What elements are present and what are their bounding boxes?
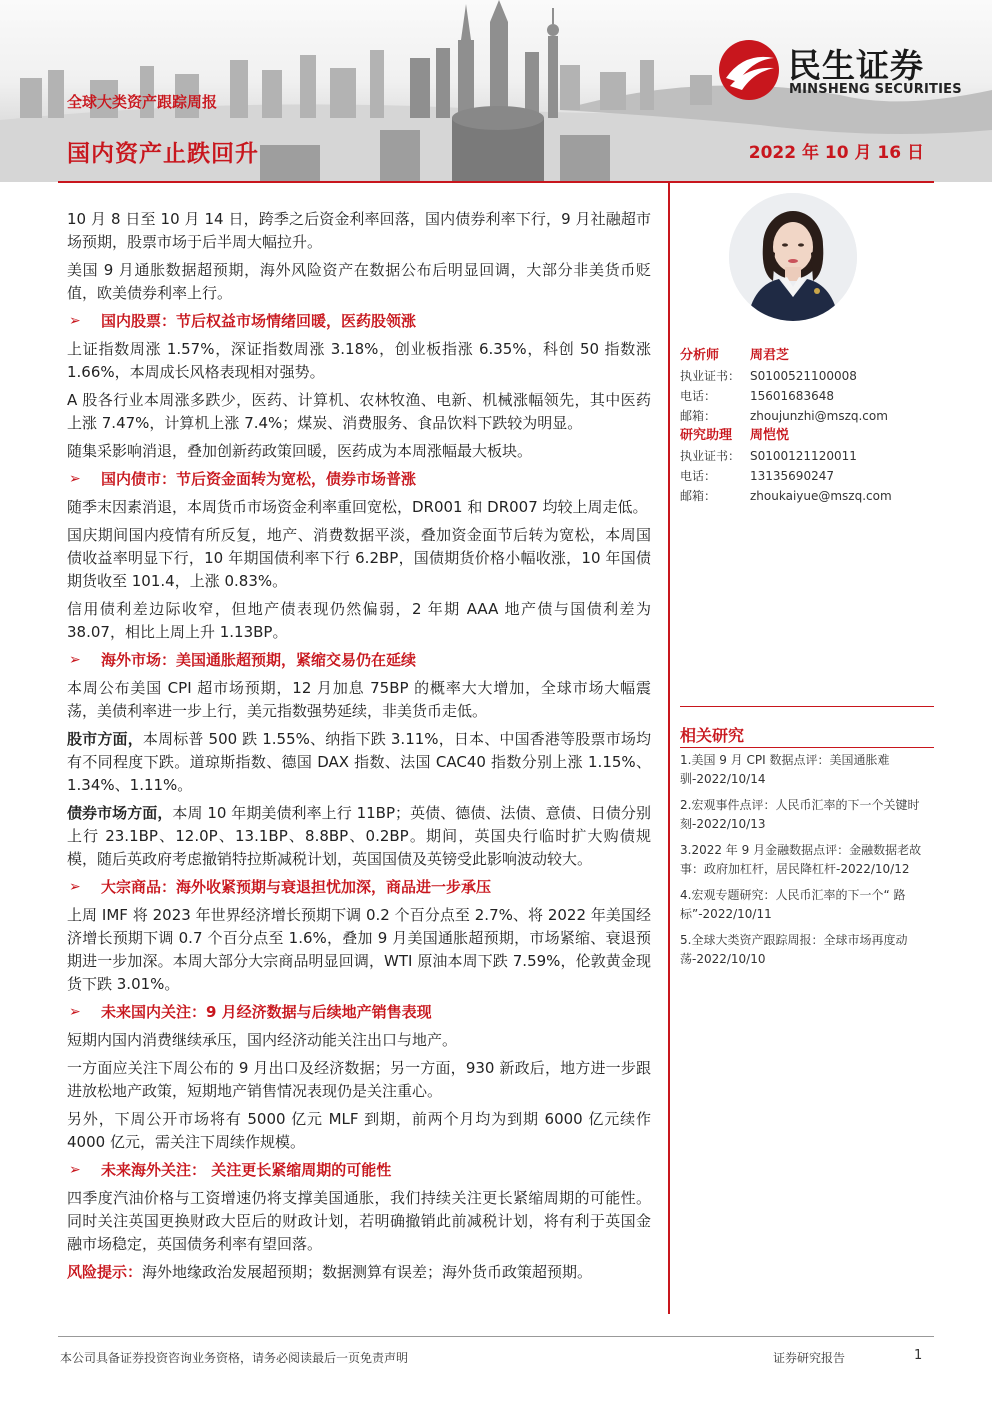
body-paragraph: 信用债利差边际收窄，但地产债表现仍然偏弱，2 年期 AAA 地产债与国债利差为 38.07，相比上周上升 1.13BP。: [67, 600, 651, 641]
arrow-bullet-icon: ➢: [69, 879, 81, 895]
related-research-divider: [680, 747, 934, 748]
body-paragraph: A 股各行业本周涨多跌少，医药、计算机、农林牧渔、电新、机械涨幅领先，其中医药上涨 7.47%，计算机上涨 7.4%；煤炭、消费服务、食品饮料下跌较为明显。: [67, 391, 651, 432]
bold-lead: 债券市场方面，: [67, 804, 173, 822]
analyst-name: 周君芝: [750, 348, 790, 363]
analyst-phone: 13135690247: [750, 469, 834, 483]
arrow-bullet-icon: ➢: [69, 313, 81, 329]
body-paragraph: 一方面应关注下周公布的 9 月出口及经济数据；另一方面，930 新政后，地方进一步跟进放松地产政策，短期地产销售情况表现仍是关注重心。: [67, 1059, 651, 1100]
analyst-role-row: [680, 426, 934, 446]
summary-paragraph: 10 月 8 日至 10 月 14 日，跨季之后资金利率回落，国内债券利率下行，9 月社融超市场预期，股票市场于后半周大幅拉升。: [67, 210, 651, 251]
analyst-name: 周恺悦: [750, 428, 790, 443]
sidebar-divider: [680, 706, 934, 707]
section-heading: [67, 876, 651, 899]
body-paragraph: 四季度汽油价格与工资增速仍将支撑美国通胀，我们持续关注更长紧缩周期的可能性。同时关注英国更换财政大臣后的财政计划，若明确撤销此前减税计划，将有利于英国金融市场稳定，英国债务利率有望回落。: [67, 1189, 651, 1253]
body-paragraph: 国庆期间国内疫情有所反复，地产、消费数据平淡，叠加资金面节后转为宽松，本周国债收益率明显下行，10 年期国债利率下行 6.2BP，国债期货价格小幅收涨，10 年国债期货收至 101.4，上涨 0.83%。: [67, 526, 651, 590]
analyst-license-row: 执业证书： S0100521100008: [680, 369, 857, 383]
analyst-portrait-image: [729, 193, 857, 321]
brand-name-en: MINSHENG SECURITIES: [789, 82, 962, 97]
summary-paragraph: 美国 9 月通胀数据超预期，海外风险资产在数据公布后明显回调，大部分非美货币贬值，欧美债券利率上行。: [67, 261, 651, 302]
section-heading-text: 国内债市：节后资金面转为宽松，债券市场普涨: [101, 470, 417, 488]
arrow-bullet-icon: ➢: [69, 1162, 81, 1178]
paragraph-text: 本周标普 500 跌 1.55%、纳指下跌 3.11%，日本、中国香港等股票市场均有不同程度下跌。道琼斯指数、德国 DAX 指数、法国 CAC40 指数分别上涨 1.15%、1.34%、1.11%。: [67, 730, 651, 794]
analyst-email[interactable]: zhoujunzhi@mszq.com: [750, 409, 888, 423]
paragraph-text: 本周 10 年期美债利率上行 11BP；英债、德债、法债、意债、日债分别上行 23.1BP、12.0P、13.1BP、8.8BP、0.2BP。期间，英国央行临时扩大购债规模，随后英政府考虑撤销特拉斯减税计划，英国国债及英镑受此影响波动较大。: [67, 804, 651, 868]
analyst-photo: [729, 193, 857, 321]
risk-label: 风险提示：: [67, 1263, 143, 1281]
body-paragraph: 上周 IMF 将 2023 年世界经济增长预期下调 0.2 个百分点至 2.7%、将 2022 年美国经济增长预期下调 0.7 个百分点至 1.6%，叠加 9 月美国通胀超预期，市场紧缩、衰退预期进一步加深。本周大部分大宗商品明显回调，WTI 原油本周下跌 7.59%，伦敦黄金现货下跌 3.01%。: [67, 906, 651, 993]
section-heading: [67, 468, 651, 491]
report-body: [67, 208, 651, 1289]
analyst-role-row: [680, 346, 934, 366]
section-heading: [67, 310, 651, 333]
section-heading: [67, 1001, 651, 1024]
analyst-info: [680, 346, 934, 506]
section-heading-text: 海外市场：美国通胀超预期，紧缩交易仍在延续: [101, 651, 417, 669]
header-divider: [58, 181, 934, 183]
analyst-license: S0100521100008: [750, 369, 857, 383]
analyst-role: 分析师: [680, 348, 720, 363]
analyst-license: S0100121120011: [750, 449, 857, 463]
report-header: [0, 0, 992, 182]
report-title: 国内资产止跌回升: [67, 141, 259, 167]
footer-divider: [58, 1336, 934, 1337]
analyst-phone: 15601683648: [750, 389, 834, 403]
section-heading-text: 国内股票：节后权益市场情绪回暖，医药股领涨: [101, 312, 417, 330]
section-heading-text: 未来国内关注：9 月经济数据与后续地产销售表现: [101, 1003, 432, 1021]
brand-logo: [716, 38, 966, 102]
footer-category: 证券研究报告: [773, 1351, 846, 1365]
body-paragraph: 上证指数周涨 1.57%，深证指数周涨 3.18%，创业板指涨 6.35%，科创 50 指数涨 1.66%，本周成长风格表现相对强势。: [67, 340, 651, 381]
risk-warning: [67, 1261, 651, 1284]
analyst-phone-row: 电话： 15601683648: [680, 389, 834, 403]
brand-name-cn: 民生证券: [788, 46, 924, 85]
section-heading: [67, 1159, 651, 1182]
analyst-license-row: 执业证书： S0100121120011: [680, 449, 857, 463]
analyst-email-row: 邮箱： zhoujunzhi@mszq.com: [680, 409, 888, 423]
body-paragraph: [67, 728, 651, 797]
related-research-title: 相关研究: [680, 726, 745, 745]
risk-text: 海外地缘政治发展超预期；数据测算有误差；海外货币政策超预期。: [142, 1263, 593, 1281]
related-research-item[interactable]: 4.宏观专题研究：人民币汇率的下一个“ 路标”-2022/10/11: [680, 888, 906, 921]
related-research-list: [680, 751, 934, 976]
minsheng-logo-icon: [716, 38, 782, 102]
bold-lead: 股市方面，: [67, 730, 143, 748]
related-research-item[interactable]: 5.全球大类资产跟踪周报：全球市场再度动荡-2022/10/10: [680, 933, 908, 966]
related-research-item[interactable]: 1.美国 9 月 CPI 数据点评：美国通胀难驯-2022/10/14: [680, 753, 890, 786]
arrow-bullet-icon: ➢: [69, 1004, 81, 1020]
body-paragraph: 本周公布美国 CPI 超市场预期，12 月加息 75BP 的概率大大增加，全球市场大幅震荡，美债利率进一步上行，美元指数强势延续，非美货币走低。: [67, 679, 651, 720]
related-research-item[interactable]: 2.宏观事件点评：人民币汇率的下一个关键时刻-2022/10/13: [680, 798, 920, 831]
section-heading: [67, 649, 651, 672]
footer-disclaimer: 本公司具备证券投资咨询业务资格，请务必阅读最后一页免责声明: [60, 1351, 409, 1365]
report-date: 2022 年 10 月 16 日: [748, 143, 924, 163]
analyst-email-row: 邮箱： zhoukaiyue@mszq.com: [680, 489, 892, 503]
report-series: 全球大类资产跟踪周报: [67, 93, 218, 111]
arrow-bullet-icon: ➢: [69, 652, 81, 668]
related-research-item[interactable]: 3.2022 年 9 月金融数据点评：金融数据老故事：政府加杠杆，居民降杠杆-2022/10/12: [680, 843, 922, 876]
analyst-role: 研究助理: [680, 428, 733, 443]
body-paragraph: 随季末因素消退，本周货币市场资金利率重回宽松，DR001 和 DR007 均较上周走低。: [67, 498, 648, 516]
section-heading-text: 未来海外关注： 关注更长紧缩周期的可能性: [101, 1161, 392, 1179]
body-paragraph: 短期内国内消费继续承压，国内经济动能关注出口与地产。: [67, 1031, 458, 1049]
analyst-email[interactable]: zhoukaiyue@mszq.com: [750, 489, 892, 503]
body-paragraph: 随集采影响消退，叠加创新药政策回暖，医药成为本周涨幅最大板块。: [67, 442, 533, 460]
body-paragraph: 另外，下周公开市场将有 5000 亿元 MLF 到期，前两个月均为到期 6000 亿元续作 4000 亿元，需关注下周续作规模。: [67, 1110, 651, 1151]
page-number: 1: [914, 1348, 923, 1363]
body-paragraph: [67, 802, 651, 871]
analyst-phone-row: 电话： 13135690247: [680, 469, 834, 483]
column-divider: [668, 181, 670, 1314]
section-heading-text: 大宗商品：海外收紧预期与衰退担忧加深，商品进一步承压: [101, 878, 492, 896]
arrow-bullet-icon: ➢: [69, 471, 81, 487]
